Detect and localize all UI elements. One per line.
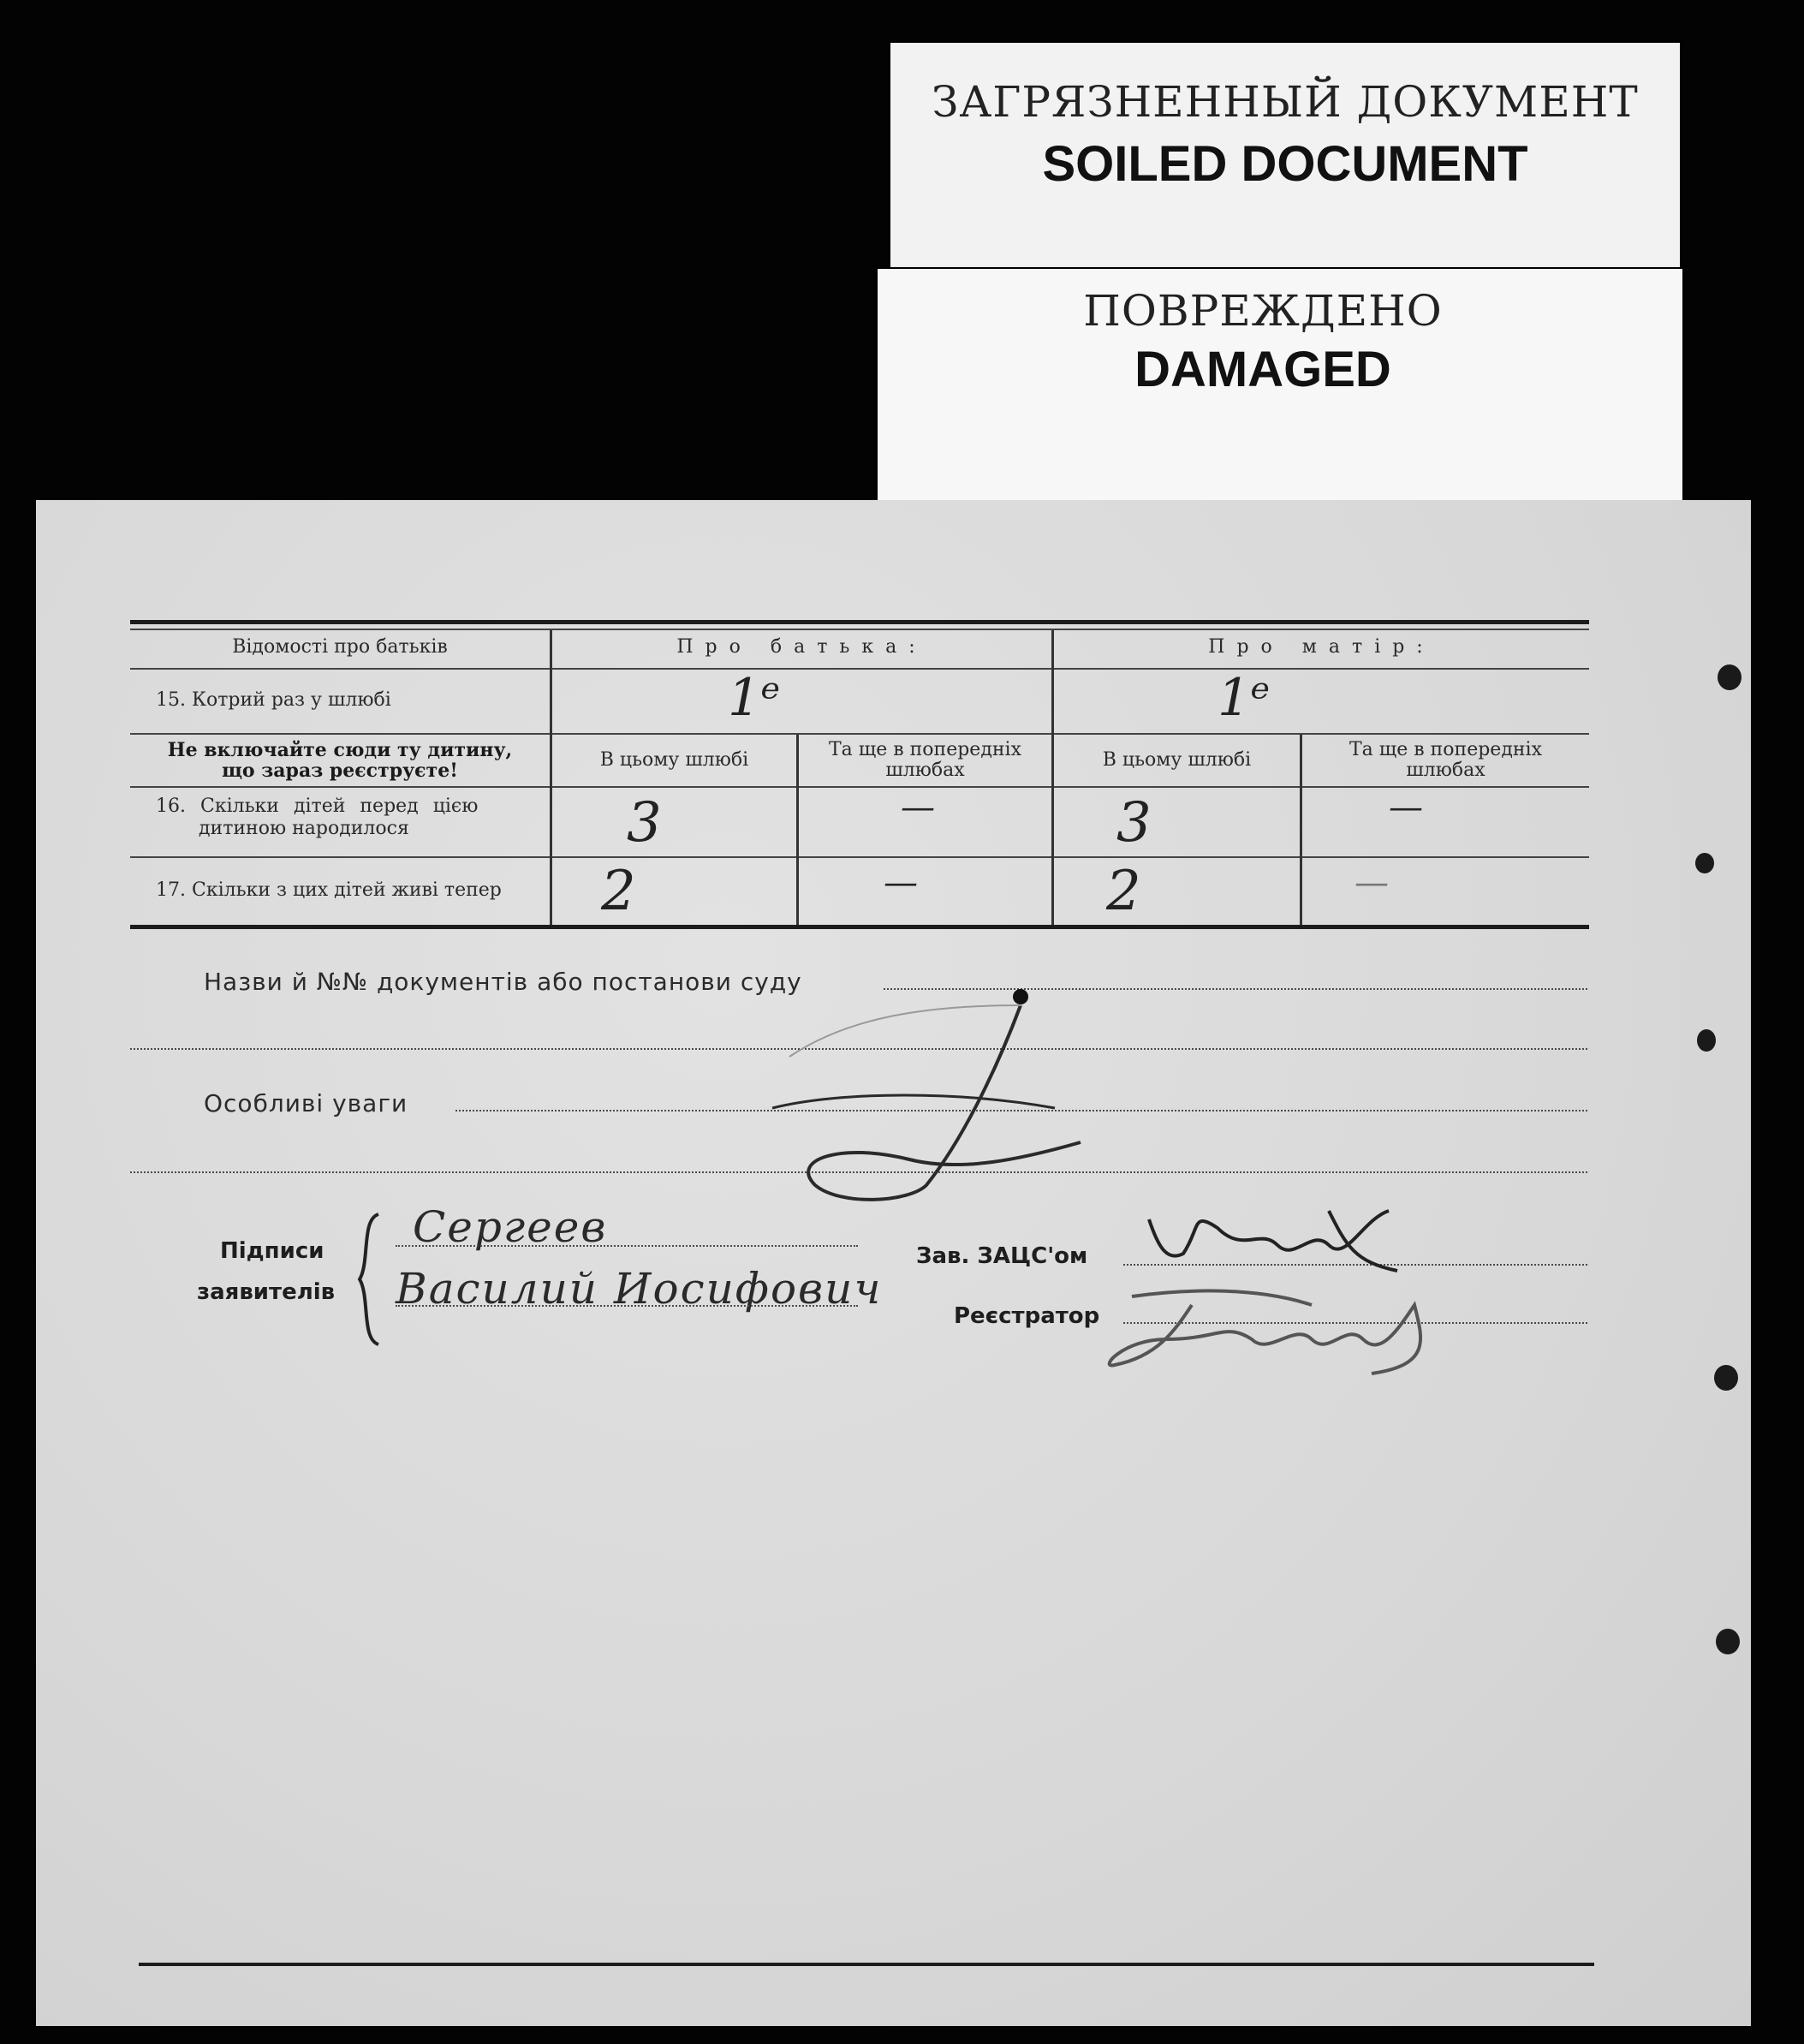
header-about-father: Про батька: [676,636,927,658]
signatures-label-line1: Підписи [220,1238,324,1264]
subheader-mother-this-marriage: В цьому шлюбі [1102,749,1252,771]
table-col-divider [1051,630,1054,925]
header-about-mother: Про матір: [1208,636,1435,658]
table-rule [130,856,1589,858]
table-top-rule [130,620,1589,624]
punch-hole [1716,1629,1740,1654]
strike-out-mark [738,971,1098,1228]
header-parents-info: Відомості про батьків [232,636,448,658]
soiled-en-text: SOILED DOCUMENT [1042,136,1528,192]
row16-father-this: 3 [627,791,662,855]
row17-label: 17. Скільки з цих дітей живі тепер [156,879,502,901]
table-rule [130,733,1589,735]
row16-mother-prev: — [1389,788,1423,827]
documents-label: Назви й №№ документів або постанови суду [204,968,802,996]
subheader-mother-prev-line1: Та ще в попередніх [1349,739,1542,760]
subheader-note-line2: що зараз реєструєте! [222,760,458,782]
soiled-ru-text: ЗАГРЯЗНЕННЫЙ ДОКУМЕНТ [932,77,1639,127]
row15-father-value: 1ᵉ [728,668,781,728]
row17-mother-this: 2 [1106,860,1141,923]
row15-mother-value: 1ᵉ [1218,668,1271,728]
signatures-label-line2: заявителів [197,1279,336,1305]
applicant-line-2 [396,1305,858,1307]
punch-hole [1714,1365,1738,1391]
subheader-father-prev-line2: шлюбах [885,760,965,781]
punch-hole [1718,664,1741,690]
row15-label: 15. Котрий раз у шлюбі [156,689,391,711]
page-bottom-rule [139,1963,1594,1966]
remarks-label: Особливі уваги [204,1089,408,1117]
damaged-sticker [878,269,1682,500]
row16-label-line2: дитиною народилося [199,818,409,839]
damaged-en-text: DAMAGED [1134,342,1391,397]
subheader-note-line1: Не включайте сюди ту дитину, [167,739,513,761]
subheader-mother-prev-line2: шлюбах [1406,760,1485,781]
punch-hole [1697,1029,1716,1052]
table-bottom-rule [130,925,1589,929]
punch-hole [1695,853,1714,873]
soiled-document-sticker [890,43,1680,267]
brace-icon [353,1211,387,1348]
registrar-signature [1089,1271,1466,1382]
applicant-surname: Сергеев [413,1202,608,1252]
damaged-ru-text: ПОВРЕЖДЕНО [1083,286,1443,336]
applicant-line-1 [396,1245,858,1247]
row16-label-line1: 16. Скільки дітей перед цією [156,796,479,817]
table-rule [130,668,1589,670]
row16-mother-this: 3 [1116,791,1152,855]
subheader-father-this-marriage: В цьому шлюбі [599,749,749,771]
table-rule [130,786,1589,788]
row17-mother-prev: — [1354,863,1389,903]
row17-father-prev: — [884,863,918,903]
row17-father-this: 2 [601,860,636,923]
document-page [36,500,1751,2026]
registrar-label: Реєстратор [954,1303,1100,1329]
applicant-name: Василий Иосифович [396,1264,883,1314]
head-label: Зав. ЗАЦС'ом [916,1243,1088,1269]
subheader-father-prev-line1: Та ще в попередніх [829,739,1021,760]
row16-father-prev: — [901,788,935,827]
table-rule [130,629,1589,630]
